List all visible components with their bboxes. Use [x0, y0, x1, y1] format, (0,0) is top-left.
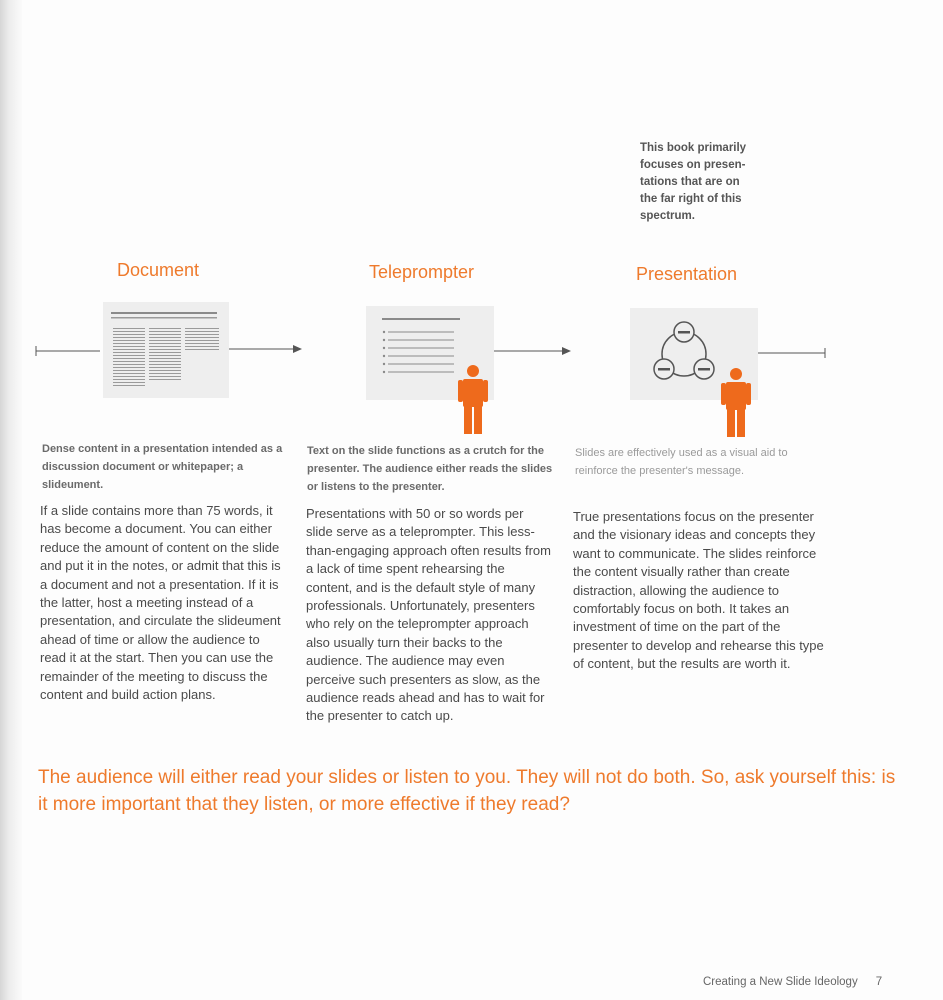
- body-teleprompter: Presentations with 50 or so words per slide serve as a teleprompter. This less-than-engaging approach often results from a lack of time spent rehearsing the content, and is the default style of many professionals. Unfortunately, presenters who rely on the teleprompter approach also usually turn their backs to the audience. The audience may even perceive such presenters as slow, as the audience reads ahead and has to wait for the presenter to catch up.: [306, 506, 551, 724]
- page-number: 7: [875, 976, 883, 988]
- heading-presentation: Presentation: [636, 264, 738, 284]
- arrow-right-icon: [293, 345, 302, 353]
- heading-document: Document: [117, 260, 200, 280]
- caption-teleprompter: Text on the slide functions as a crutch for the presenter. The audience either reads the slides or listens to the presenter.: [307, 445, 553, 493]
- heading-teleprompter: Teleprompter: [369, 262, 475, 282]
- document-slide-thumbnail: [103, 302, 229, 398]
- caption-presentation: Slides are effectively used as a visual aid to reinforce the presenter's message.: [575, 447, 788, 477]
- person-icon: [458, 364, 488, 434]
- arrow-right-icon: [562, 347, 571, 355]
- footer-chapter-title: Creating a New Slide Ideology: [703, 976, 858, 988]
- body-document: If a slide contains more than 75 words, it has become a document. You can either reduce the amount of content on the slide and put it in the notes, or admit that this is a document and not a presentation. If it is the latter, host a meeting instead of a presentation, and circulate the slideument ahead of time or allow the audience to read it at the start. Then you can use the remainder of the meeting to discuss the content and build action plans.: [40, 503, 281, 703]
- pull-quote: The audience will either read your slides or listen to you. They will not do both. So, ask yourself this: is it more important that they listen, or more effective if they read?: [38, 767, 896, 815]
- body-presentation: True presentations focus on the presenter and the visionary ideas and concepts they want to communicate. The slides reinforce the content visually rather than create distraction, allowing the audience to comfortably focus on both. It takes an investment of time on the part of the presenter to develop and rehearse this type of content, but the results are worth it.: [573, 509, 824, 672]
- side-note: This book primarily focuses on presen- tations that are on the far right of this spectrum.: [640, 142, 747, 222]
- caption-document: Dense content in a presentation intended as a discussion document or whitepaper; a slideument.: [42, 443, 283, 491]
- person-icon: [721, 367, 751, 437]
- page-footer: [703, 976, 882, 988]
